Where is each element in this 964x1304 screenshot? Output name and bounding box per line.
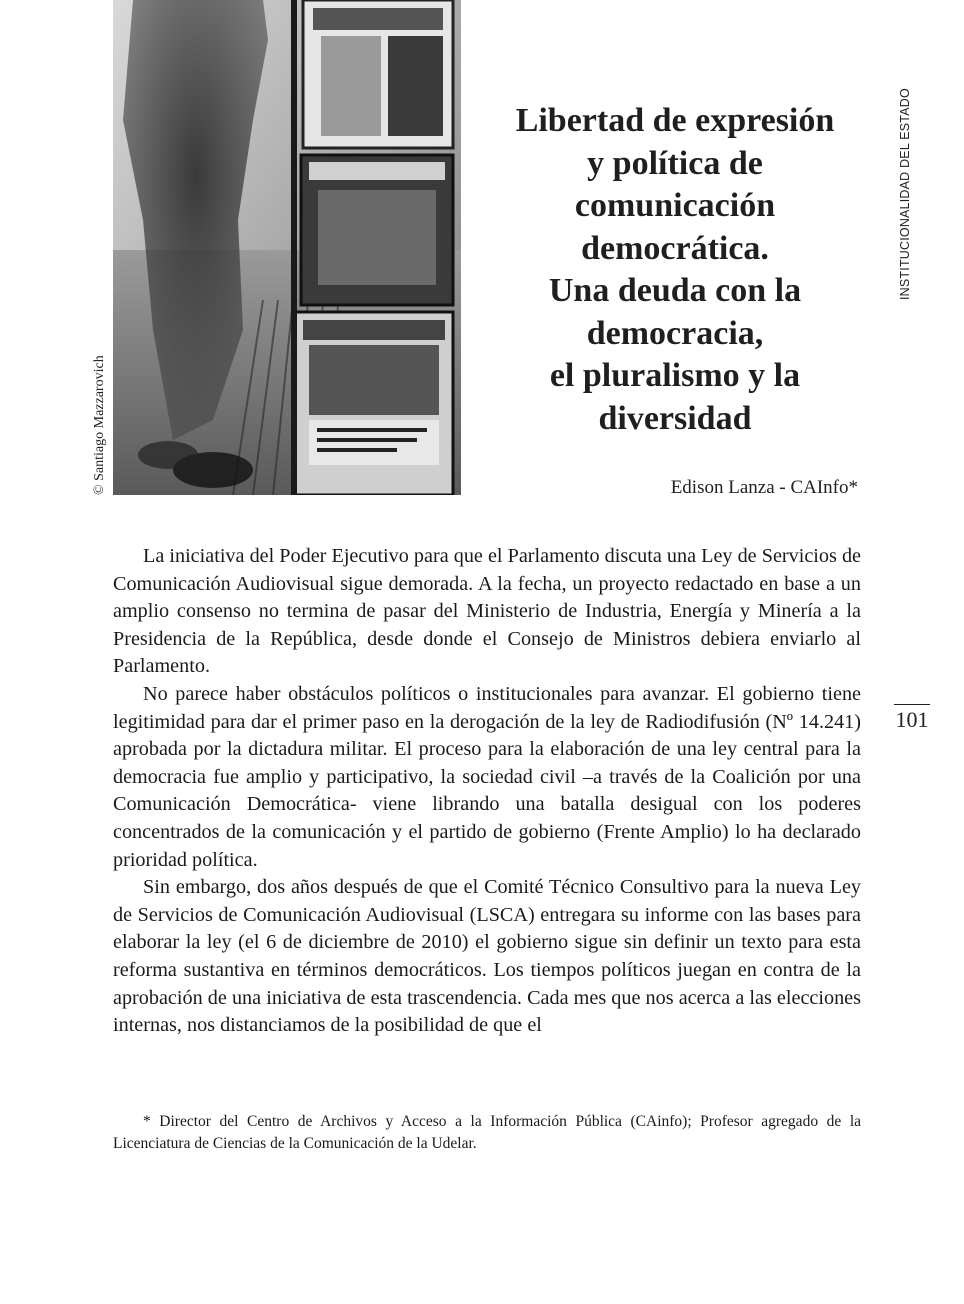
newsstand-photo [113, 0, 461, 495]
title-line: democrática. [581, 229, 769, 267]
article-title [490, 100, 860, 440]
body-paragraph: La iniciativa del Poder Ejecutivo para que el Parlamento discuta una Ley de Servicios de Comunicación Audiovisual sigue demorada. A la fecha, un proyecto redactado en base a un amplio consenso no termina de pasar del Ministerio de Industria, Energía y Minería a la Presidencia de la República, desde donde el Consejo de Ministros debiera enviarlo al Parlamento. [113, 545, 861, 678]
section-label: INSTITUCIONALIDAD DEL ESTADO [898, 88, 912, 300]
body-paragraph: Sin embargo, dos años después de que el Comité Técnico Consultivo para la nueva Ley de Servicios de Comunicación Audiovisual (LSCA) entregara su informe con las bases para elaborar la ley (el 6 de diciembre de 2010) el gobierno sigue sin definir un texto para esta reforma sustantiva en términos democráticos. Los tiempos políticos juegan en contra de la aprobación de una iniciativa de esta trascendencia. Cada mes que nos acerca a las elecciones internas, nos distanciamos de la posibilidad de que el [113, 876, 861, 1037]
article-body [113, 543, 861, 1040]
title-line: Una deuda con la [548, 272, 802, 309]
page-number-rule [894, 704, 930, 705]
footnote: * Director del Centro de Archivos y Acceso a la Información Pública (CAinfo); Profesor agregado de la Licenciatura de Ciencias de la Comunicación de la Udelar. [113, 1113, 861, 1152]
title-line: el pluralismo y la [549, 357, 801, 394]
title-line: democracia, [586, 314, 764, 352]
article-author: Edison Lanza - CAInfo* [670, 477, 858, 498]
body-paragraph: No parece haber obstáculos políticos o institucionales para avanzar. El gobierno tiene legitimidad para dar el primer paso en la derogación de la ley de Radiodifusión (Nº 14.241) aprobada por la dictadura militar. El proceso para la elaboración de una ley central para la democracia fue amplio y participativo, la sociedad civil –a través de la Coalición por una Comunicación Democrática- viene librando una batalla desigual con los poderes concentrados de la comunicación y el partido de gobierno (Frente Amplio) lo ha declarado prioridad política. [113, 682, 861, 871]
title-line: comunicación [574, 187, 776, 224]
title-line: diversidad [598, 399, 752, 437]
photo-credit: © Santiago Mazzarovich [92, 355, 107, 495]
page-number: 101 [895, 707, 929, 732]
title-line: Libertad de expresión [515, 102, 835, 139]
title-line: y política de [587, 144, 763, 182]
